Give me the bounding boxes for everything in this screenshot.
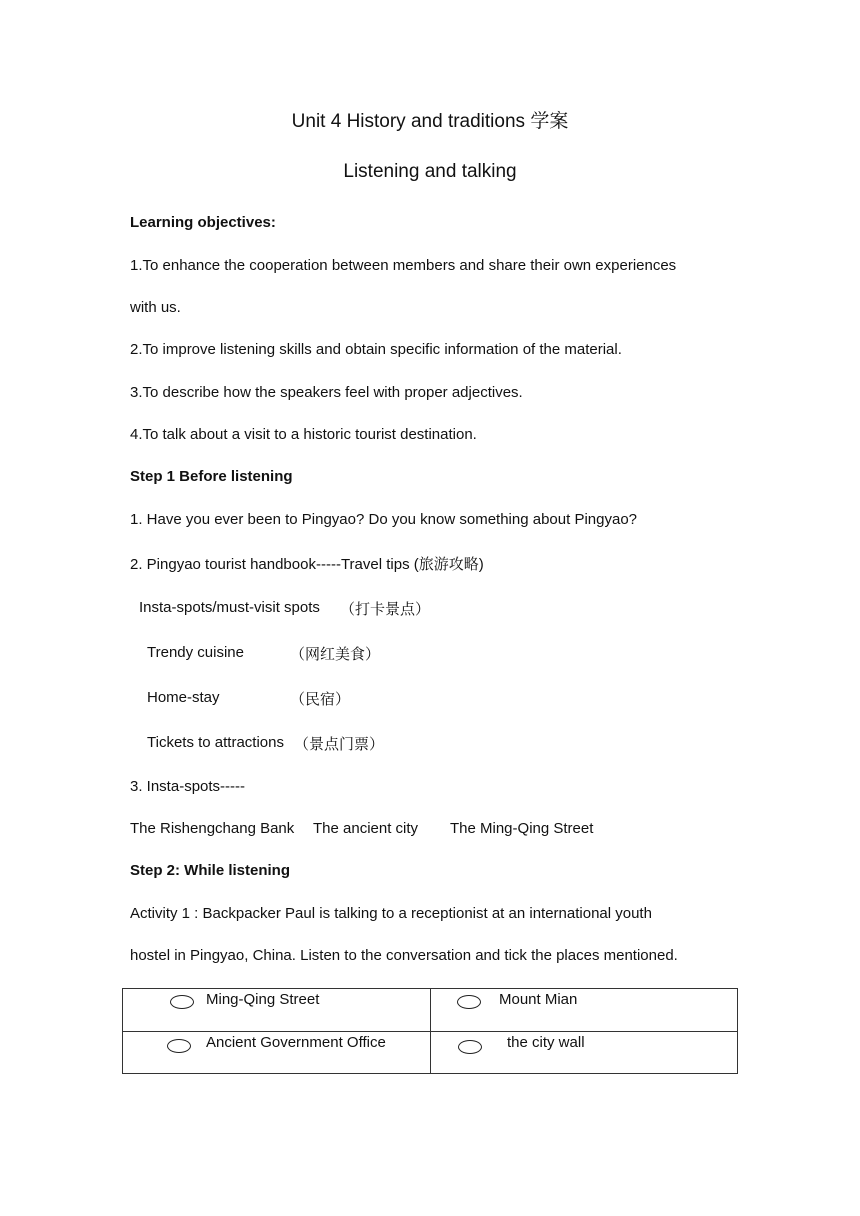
tick-circle-icon[interactable]	[457, 995, 481, 1009]
tick-circle-icon[interactable]	[458, 1040, 482, 1054]
question-3: 3. Insta-spots-----	[130, 778, 246, 795]
objective-line: 2.To improve listening skills and obtain specific information of the material.	[130, 341, 622, 358]
step2-heading: Step 2: While listening	[130, 862, 291, 879]
tick-circle-icon[interactable]	[167, 1039, 191, 1053]
tick-circle-icon[interactable]	[170, 995, 194, 1009]
table-cell: Mount Mian	[499, 991, 578, 1008]
spot-name: The ancient city	[313, 820, 419, 837]
table-cell: Ancient Government Office	[206, 1034, 386, 1051]
tip-translation: （打卡景点）	[340, 601, 431, 618]
tip-label: Insta-spots/must-visit spots	[139, 599, 320, 616]
activity-instruction: Activity 1 : Backpacker Paul is talking to a receptionist at an international youth	[130, 905, 652, 922]
objective-line: 1.To enhance the cooperation between members and share their own experiences	[130, 257, 677, 274]
table-cell: the city wall	[507, 1034, 585, 1051]
spot-name: The Rishengchang Bank	[130, 820, 295, 837]
activity-instruction: hostel in Pingyao, China. Listen to the conversation and tick the places mentioned.	[130, 947, 678, 964]
question-1: 1. Have you ever been to Pingyao? Do you know something about Pingyao?	[130, 511, 637, 528]
objective-line: 4.To talk about a visit to a historic tourist destination.	[130, 426, 477, 443]
question-2: 2. Pingyao tourist handbook-----Travel tips (旅游攻略)	[130, 556, 484, 573]
document-subtitle: Listening and talking	[343, 161, 517, 182]
objectives-heading: Learning objectives:	[130, 214, 276, 231]
places-table	[122, 988, 738, 1074]
tip-label: Trendy cuisine	[147, 644, 244, 661]
objective-line: 3.To describe how the speakers feel with proper adjectives.	[130, 384, 523, 401]
tip-label: Home-stay	[147, 689, 220, 706]
tip-translation: （景点门票）	[294, 736, 385, 753]
tip-translation: （民宿）	[290, 691, 351, 708]
tip-translation: （网红美食）	[290, 646, 381, 663]
document-title: Unit 4 History and traditions 学案	[291, 111, 569, 132]
step1-heading: Step 1 Before listening	[130, 468, 293, 485]
table-cell: Ming-Qing Street	[206, 991, 320, 1008]
objective-line: with us.	[130, 299, 181, 316]
tip-label: Tickets to attractions	[147, 734, 284, 751]
table-divider	[123, 1031, 737, 1032]
spot-name: The Ming-Qing Street	[450, 820, 594, 837]
